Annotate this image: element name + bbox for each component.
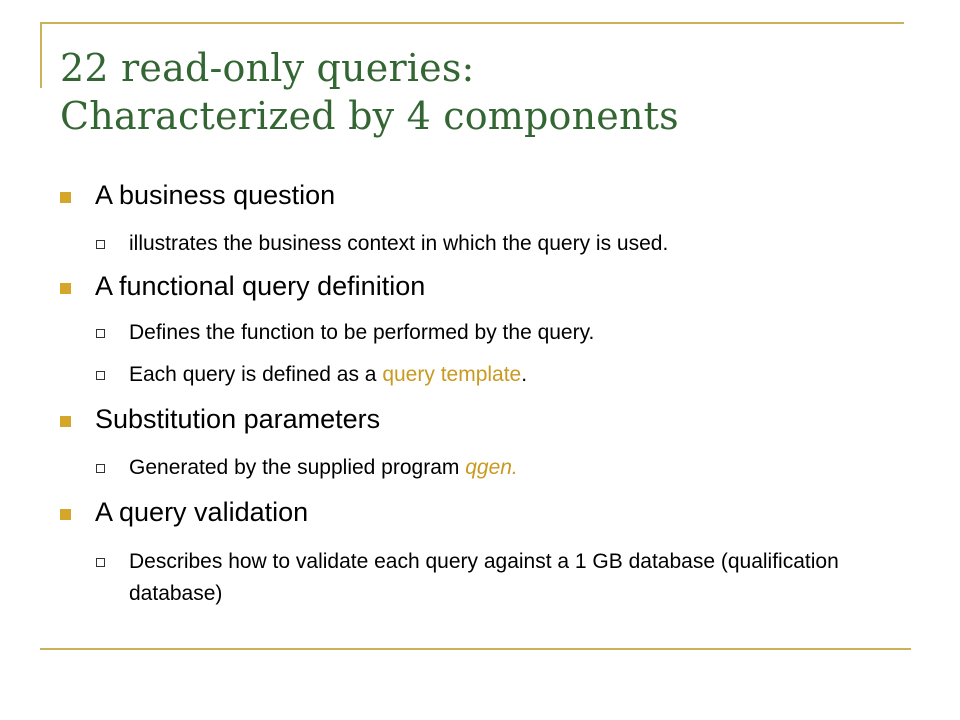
sub-bullet-text	[129, 359, 527, 391]
title-line-1: 22 read-only queries:	[60, 46, 475, 90]
square-bullet-icon	[60, 283, 71, 294]
hollow-square-icon	[96, 464, 105, 473]
bullet-label: A query validation	[95, 497, 309, 527]
sub-bullet-text: illustrates the business context in which the query is used.	[129, 232, 669, 255]
sub-bullet	[96, 452, 518, 484]
hollow-square-icon	[96, 329, 105, 338]
bullet-label: A business question	[95, 180, 336, 210]
bullet-label: A functional query definition	[95, 271, 426, 301]
title-line-2: Characterized by 4 components	[60, 94, 679, 138]
square-bullet-icon	[60, 509, 71, 520]
sub-text-before: Each query is defined as a	[129, 363, 383, 386]
sub-bullet-text	[129, 452, 518, 484]
square-bullet-icon	[60, 192, 71, 203]
sub-bullet	[96, 317, 594, 349]
sub-bullet	[96, 546, 849, 610]
sub-bullet	[96, 359, 527, 391]
hollow-square-icon	[96, 371, 105, 380]
bullet-functional-query-definition	[60, 271, 425, 302]
bullet-label: Substitution parameters	[95, 404, 381, 434]
sub-text-before: Generated by the supplied program	[129, 456, 466, 479]
hollow-square-icon	[96, 558, 105, 567]
sub-bullet-text: Defines the function to be performed by the query.	[129, 321, 595, 344]
sub-bullet-text: Describes how to validate each query against a 1 GB database (qualification database)	[129, 550, 839, 605]
sub-text-after: .	[521, 363, 528, 386]
hollow-square-icon	[96, 240, 105, 249]
highlight-qgen: qgen.	[465, 456, 518, 479]
bullet-business-question	[60, 180, 335, 211]
sub-bullet	[96, 228, 668, 260]
bullet-query-validation	[60, 497, 308, 528]
bullet-substitution-parameters	[60, 404, 380, 435]
highlight-query-template: query template	[382, 363, 522, 386]
square-bullet-icon	[60, 416, 71, 427]
